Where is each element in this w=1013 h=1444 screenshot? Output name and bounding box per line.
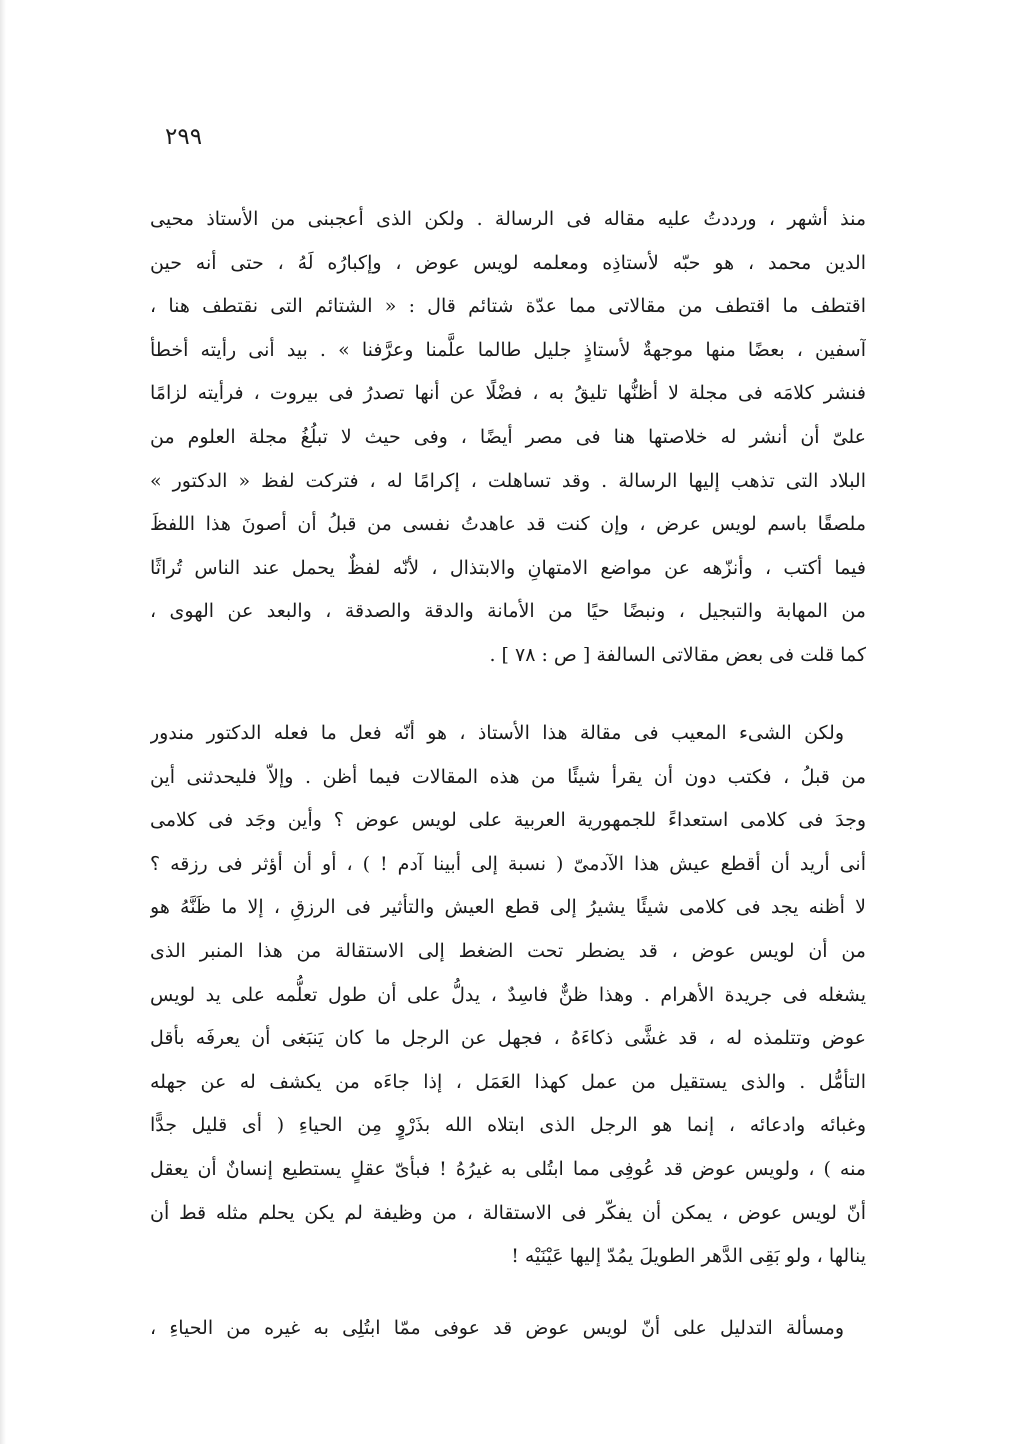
text-line: أنى أريد أن أقطع عيش هذا الآدمىّ ( نسبة إلى أبينا آدم ! ) ، أو أن أؤثر فى رزقه ؟	[150, 852, 866, 875]
text-line: فنشر كلامَه فى مجلة لا أظنُّها تليقُ به ، فضْلًا عن أنها تصدرُ فى بيروت ، فرأيته لزامًا	[150, 382, 866, 405]
text-line-last: كما قلت فى بعض مقالاتى السالفة [ ص : ٧٨ ] .	[489, 643, 866, 666]
page-number: ٢٩٩	[165, 124, 203, 150]
text-line: لا أظنه يجد فى كلامى شيئًا يشيرُ إلى قطع العيش والتأثير فى الرزقِ ، إلا ما ظَنَّهُ هو	[150, 896, 866, 919]
paragraph-1	[150, 198, 866, 678]
text-line: منذ أشهر ، ورددتُ عليه مقاله فى الرسالة . ولكن الذى أعجبنى من الأستاذ محيى	[150, 208, 866, 230]
text-line: ولكن الشىء المعيب فى مقالة هذا الأستاذ ، هو أنّه فعل ما فعله الدكتور مندور	[150, 722, 844, 744]
text-line: وجدَ فى كلامى استعداءً للجمهورية العربية على لويس عوض ؟ وأين وجَد فى كلامى	[150, 809, 866, 832]
text-line: من قبلُ ، فكتب دون أن يقرأ شيئًا من هذه المقالات فيما أظن . وإلاّ فليحدثنى أين	[150, 765, 866, 788]
paragraph-2	[150, 712, 866, 1279]
text-line: علىّ أن أنشر له خلاصتها هنا فى مصر أيضًا ، وفى حيث لا تبلُغُ مجلة العلوم من	[150, 425, 866, 448]
text-line: ومسألة التدليل على أنّ لويس عوض قد عوفى ممّا ابتُلِى به غيره من الحياءِ ،	[150, 1317, 844, 1339]
text-line: وغبائه وادعائه ، إنما هو الرجل الذى ابتلاه الله بذَرْوٍ مِن الحياءِ ( أى قليل جدًّا	[150, 1114, 866, 1137]
page-edge-shadow	[0, 0, 6, 1444]
text-line: فيما أكتب ، وأنزّهه عن مواضع الامتهانِ والابتذال ، لأنّه لفظٌ يحمل عند الناس تُراثًا	[150, 556, 866, 579]
paragraph-3	[150, 1307, 866, 1351]
text-line: يشغله فى جريدة الأهرام . وهذا ظنٌّ فاسِدٌ ، يدلُّ على أن طول تعلُّمه على يد لويس	[150, 983, 866, 1006]
text-line: آسفين ، بعضًا منها موجهةٌ لأستاذٍ جليل طالما علَّمنا وعرَّفنا » . بيد أنى رأيته أخطأ	[150, 338, 866, 361]
text-line: منه ) ، ولويس عوض قد عُوفِى مما ابتُلى به غيرُهُ ! فبأىّ عقلٍ يستطيع إنسانٌ أن يعقل	[150, 1157, 866, 1180]
text-line: الدين محمد ، هو حبّه لأستاذِه ومعلمه لويس عوض ، وإكبارُه لَهُ ، حتى أنه حين	[150, 251, 866, 274]
text-line: من المهابة والتبجيل ، ونبضًا حيًا من الأمانة والدقة والصدقة ، والبعد عن الهوى ،	[150, 600, 866, 623]
text-line: ملصقًا باسم لويس عرض ، وإن كنت قد عاهدتُ نفسى من قبلُ أن أصونَ هذا اللفظَ	[150, 513, 866, 536]
text-line: التأمُّل . والذى يستقيل من عمل كهذا العَمَل ، إذا جاءَه من يكشف له عن جهله	[150, 1070, 866, 1093]
text-line: عوض وتتلمذه له ، قد غشَّى ذكاءَهُ ، فجهل عن الرجل ما كان يَنبَغى أن يعرفَه بأقل	[150, 1027, 866, 1050]
text-line: أنّ لويس عوض ، يمكن أن يفكّر فى الاستقالة ، من وظيفة لم يكن يحلم مثله قط أن	[150, 1201, 866, 1224]
text-line-last: ينالها ، ولو بَقِى الدَّهر الطويلَ يمُدّ إليها عَيْنَيْه !	[511, 1245, 866, 1268]
text-line: اقتطف ما اقتطف من مقالاتى مما عدّة شتائم قال : « الشتائم التى نقتطف هنا ،	[150, 295, 866, 318]
text-line: البلاد التى تذهب إليها الرسالة . وقد تساهلت ، إكرامًا له ، فتركت لفظ « الدكتور »	[150, 469, 866, 492]
text-line: من أن لويس عوض ، قد يضطر تحت الضغط إلى الاستقالة من هذا المنبر الذى	[150, 939, 866, 962]
